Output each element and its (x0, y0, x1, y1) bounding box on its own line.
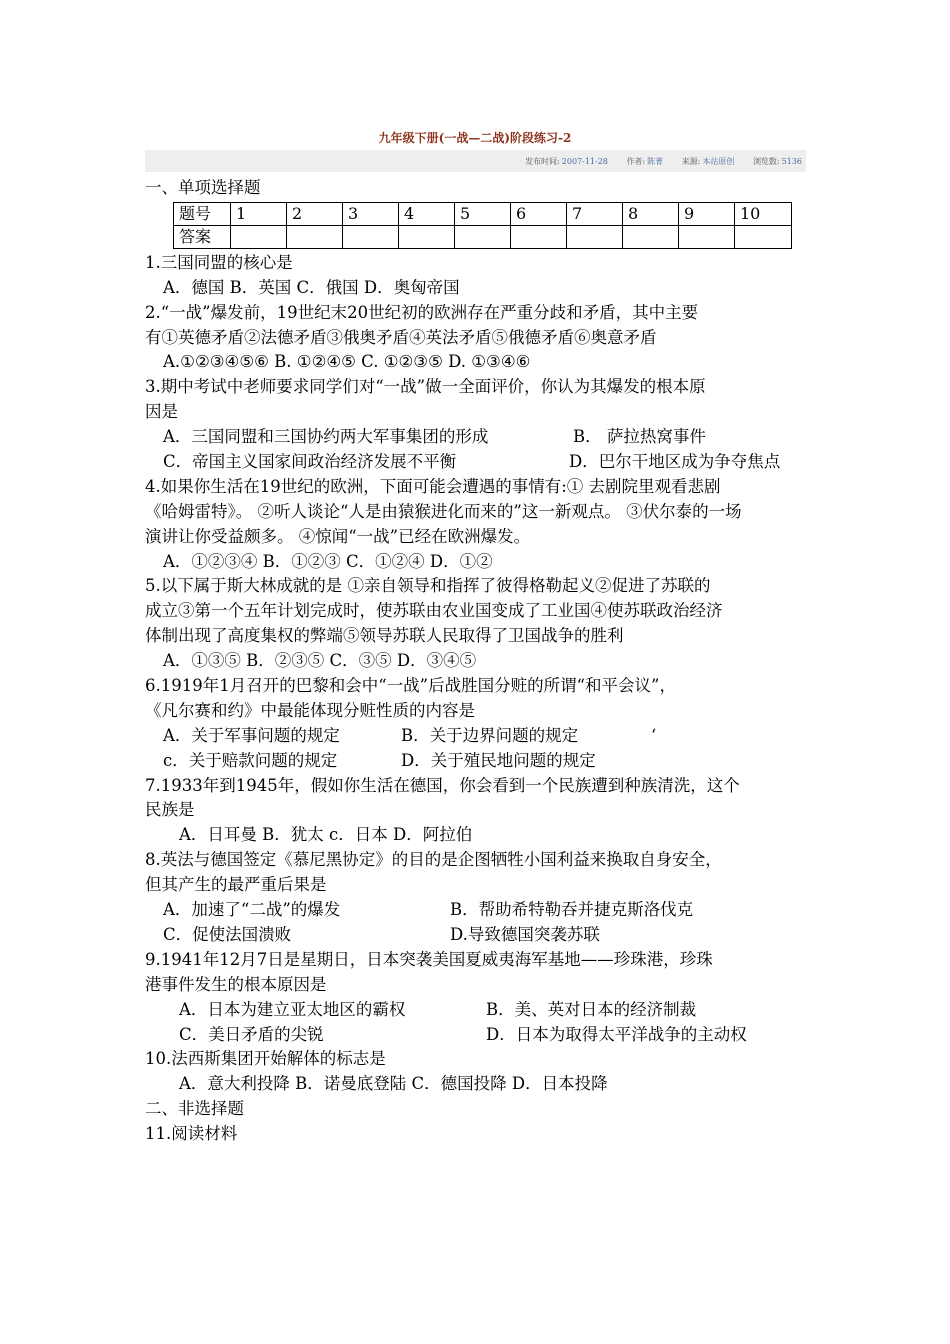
q9-option-a: A．日本为建立亚太地区的霸权 (179, 999, 406, 1019)
q2-stem-2: 有①英德矛盾②法德矛盾③俄奥矛盾④英法矛盾⑤俄德矛盾⑥奥意矛盾 (145, 327, 657, 347)
q8-stem-2: 但其产生的最严重后果是 (145, 875, 327, 895)
q9-option-d: D．日本为取得太平洋战争的主动权 (486, 1024, 747, 1044)
answer-cell[interactable] (511, 225, 567, 248)
q8-stem-1: 8.英法与德国签定《慕尼黑协定》的目的是企图牺牲小国利益来换取自身安全， (145, 850, 722, 870)
q6-options-cd (145, 749, 810, 774)
table-cell: 3 (343, 202, 399, 225)
answer-cell[interactable] (399, 225, 455, 248)
meta-bar (145, 150, 806, 172)
q3-options-ab (145, 425, 810, 450)
q8-options-ab (145, 898, 810, 923)
q3-option-c: C．帝国主义国家间政治经济发展不平衡 (163, 452, 457, 472)
answer-table (173, 202, 792, 249)
author-value[interactable]: 陈菁 (647, 157, 664, 166)
q10-stem: 10.法西斯集团开始解体的标志是 (145, 1049, 386, 1069)
table-row (174, 225, 792, 248)
q3-stem-1: 3.期中考试中老师要求同学们对“一战”做一全面评价，你认为其爆发的根本原 (145, 377, 706, 397)
q9-stem-1: 9.1941年12月7日是星期日，日本突袭美国夏威夷海军基地——珍珠港，珍珠 (145, 949, 713, 969)
q8-options-cd (145, 923, 810, 948)
published-value: 2007-11-28 (561, 157, 608, 166)
q6-options-ab (145, 724, 810, 749)
q9-options-cd (145, 1023, 810, 1048)
answer-cell[interactable] (567, 225, 623, 248)
q2-stem-1: 2.“一战”爆发前，19世纪末20世纪初的欧洲存在严重分歧和矛盾，其中主要 (145, 302, 699, 322)
source-value[interactable]: 本站原创 (702, 157, 735, 166)
q3-option-a: A．三国同盟和三国协约两大军事集团的形成 (163, 427, 489, 447)
q6-option-a: A．关于军事问题的规定 (163, 725, 340, 745)
author-label: 作者: (626, 157, 646, 166)
row-label-answer: 答案 (174, 225, 231, 248)
section2-heading: 二、非选择题 (145, 1099, 244, 1119)
table-cell: 6 (511, 202, 567, 225)
q4-options: A．①②③④ B．①②③ C．①②④ D．①② (163, 551, 493, 571)
q4-stem-2: 《哈姆雷特》。 ②听人谈论“人是由猿猴进化而来的”这一新观点。 ③伏尔泰的一场 (145, 501, 742, 521)
answer-cell[interactable] (623, 225, 679, 248)
q6-option-c: c．关于赔款问题的规定 (163, 750, 338, 770)
table-cell: 7 (567, 202, 623, 225)
q7-options: A．日耳曼 B．犹太 c．日本 D．阿拉伯 (179, 825, 473, 845)
published-label: 发布时间: (525, 157, 560, 166)
q9-stem-2: 港事件发生的根本原因是 (145, 974, 327, 994)
table-cell: 8 (623, 202, 679, 225)
q9-option-c: C．美日矛盾的尖锐 (179, 1024, 324, 1044)
q6-mark: ‘ (651, 725, 657, 745)
views-label: 浏览数: (752, 157, 780, 166)
section1-heading: 一、单项选择题 (145, 178, 261, 197)
answer-cell[interactable] (455, 225, 511, 248)
q1-options: A．德国 B．英国 C．俄国 D．奥匈帝国 (163, 277, 460, 297)
document-title: 九年级下册(一战—二战)阶段练习-2 (378, 131, 572, 145)
row-label-number: 题号 (174, 202, 231, 225)
q8-option-b: B．帮助希特勒吞并捷克斯洛伐克 (450, 900, 694, 920)
answer-cell[interactable] (735, 225, 792, 248)
q7-stem-2: 民族是 (145, 800, 195, 820)
answer-cell[interactable] (679, 225, 735, 248)
q5-stem-3: 体制出现了高度集权的弊端⑤领导苏联人民取得了卫国战争的胜利 (145, 626, 624, 646)
q1-stem: 1.三国同盟的核心是 (145, 252, 293, 272)
q6-option-d: D．关于殖民地问题的规定 (401, 750, 596, 770)
q7-stem-1: 7.1933年到1945年，假如你生活在德国，你会看到一个民族遭到种族清洗，这个 (145, 775, 740, 795)
table-row (174, 202, 792, 225)
table-cell: 10 (735, 202, 792, 225)
table-cell: 4 (399, 202, 455, 225)
table-cell: 5 (455, 202, 511, 225)
table-cell: 1 (231, 202, 287, 225)
q9-options-ab (145, 998, 810, 1023)
q6-stem-2: 《凡尔赛和约》中最能体现分赃性质的内容是 (145, 700, 475, 720)
table-cell: 9 (679, 202, 735, 225)
q5-stem-1: 5.以下属于斯大林成就的是 ①亲自领导和指挥了彼得格勒起义②促进了苏联的 (145, 576, 711, 596)
q11-stem: 11.阅读材料 (145, 1124, 238, 1144)
answer-cell[interactable] (231, 225, 287, 248)
q8-option-c: C．促使法国溃败 (163, 924, 292, 944)
q6-stem-1: 6.1919年1月召开的巴黎和会中“一战”后战胜国分赃的所谓“和平会议”， (145, 676, 676, 696)
q2-options: A.①②③④⑤⑥ B. ①②④⑤ C. ①②③⑤ D. ①③④⑥ (163, 352, 531, 372)
table-cell: 2 (287, 202, 343, 225)
q4-stem-3: 演讲让你受益颇多。 ④惊闻“一战”已经在欧洲爆发。 (145, 526, 531, 546)
q9-option-b: B．美、英对日本的经济制裁 (486, 999, 697, 1019)
q8-option-a: A．加速了“二战”的爆发 (163, 900, 341, 920)
q3-option-b: B． 萨拉热窝事件 (573, 427, 706, 447)
q4-stem-1: 4.如果你生活在19世纪的欧洲，下面可能会遭遇的事情有:① 去剧院里观看悲剧 (145, 476, 721, 496)
q3-options-cd (145, 450, 810, 475)
document-body (145, 176, 810, 1147)
q3-stem-2: 因是 (145, 402, 178, 422)
q5-stem-2: 成立③第一个五年计划完成时，使苏联由农业国变成了工业国④使苏联政治经济 (145, 601, 723, 621)
q8-option-d: D.导致德国突袭苏联 (450, 924, 600, 944)
q6-option-b: B．关于边界问题的规定 (401, 725, 579, 745)
q3-option-d: D．巴尔干地区成为争夺焦点 (569, 452, 781, 472)
q10-options: A．意大利投降 B．诺曼底登陆 C．德国投降 D．日本投降 (179, 1074, 608, 1094)
answer-cell[interactable] (343, 225, 399, 248)
answer-cell[interactable] (287, 225, 343, 248)
views-value: 5136 (781, 157, 802, 166)
source-label: 来源: (681, 157, 701, 166)
q5-options: A．①③⑤ B．②③⑤ C．③⑤ D．③④⑤ (163, 651, 477, 671)
